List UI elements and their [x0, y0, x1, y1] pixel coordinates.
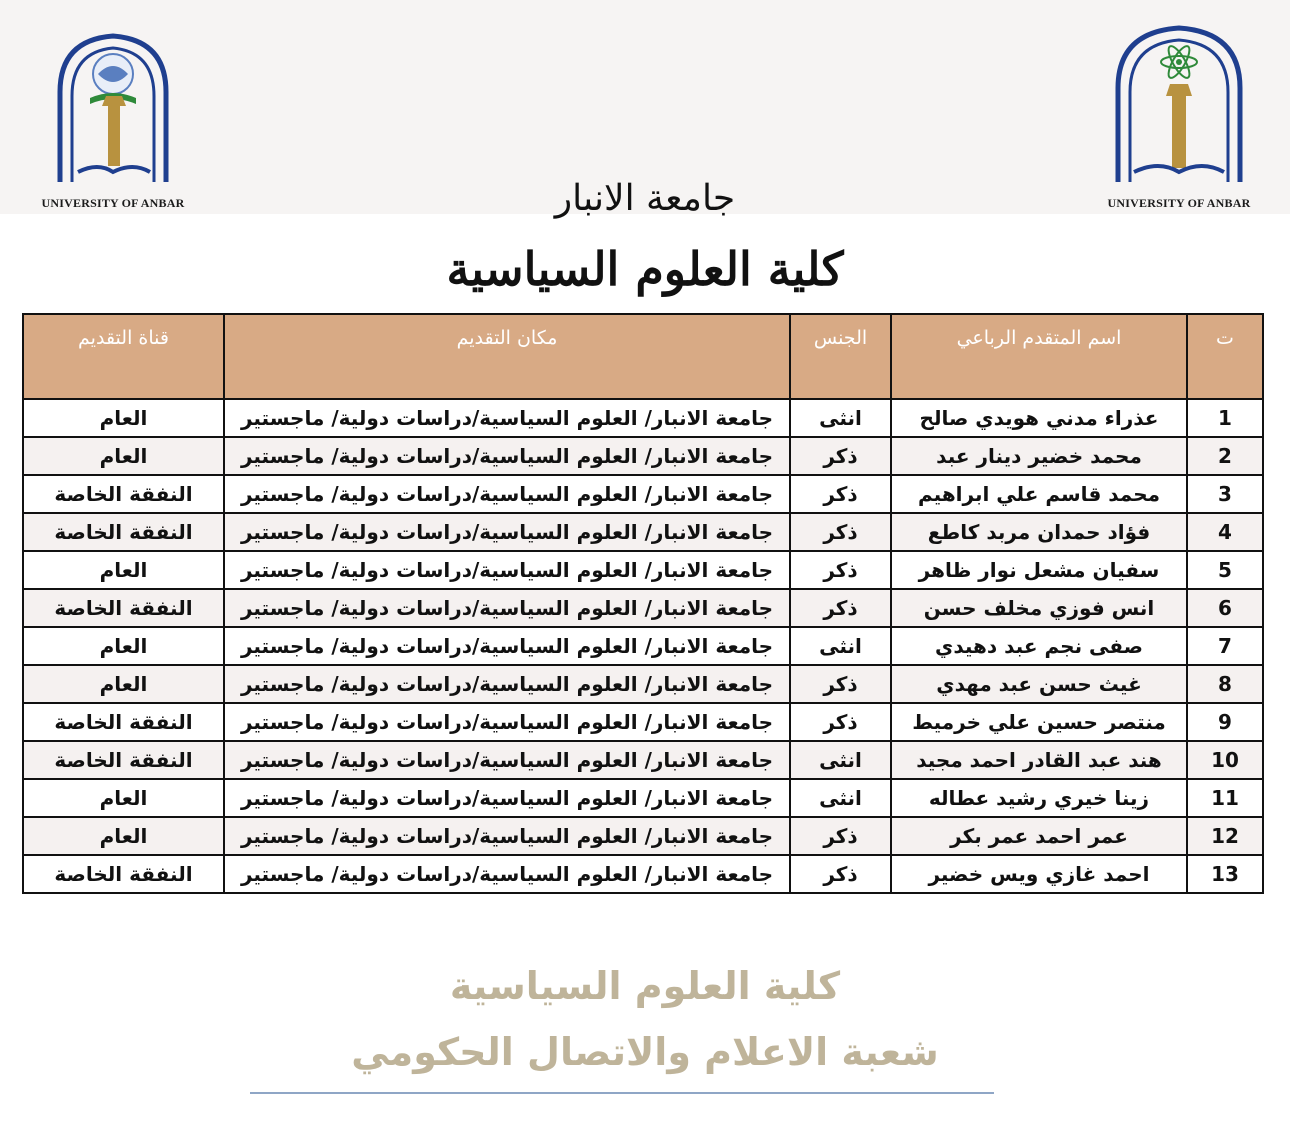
cell-channel: النفقة الخاصة	[23, 855, 224, 893]
cell-channel: العام	[23, 817, 224, 855]
cell-place: جامعة الانبار/ العلوم السياسية/دراسات دولية/ ماجستير	[224, 779, 790, 817]
cell-gender: انثى	[790, 741, 891, 779]
footer-division: شعبة الاعلام والاتصال الحكومي	[351, 1030, 939, 1074]
university-title: جامعة الانبار	[554, 178, 736, 219]
cell-gender: انثى	[790, 779, 891, 817]
table-row	[23, 589, 1263, 627]
cell-channel: النفقة الخاصة	[23, 741, 224, 779]
cell-channel: العام	[23, 665, 224, 703]
cell-num: 6	[1187, 589, 1263, 627]
cell-channel: العام	[23, 627, 224, 665]
table-row	[23, 475, 1263, 513]
cell-gender: ذكر	[790, 589, 891, 627]
cell-gender: ذكر	[790, 665, 891, 703]
cell-name: عمر احمد عمر بكر	[891, 817, 1187, 855]
cell-name: فؤاد حمدان مربد كاطع	[891, 513, 1187, 551]
cell-channel: النفقة الخاصة	[23, 703, 224, 741]
cell-name: محمد قاسم علي ابراهيم	[891, 475, 1187, 513]
cell-gender: ذكر	[790, 855, 891, 893]
cell-gender: ذكر	[790, 513, 891, 551]
cell-channel: النفقة الخاصة	[23, 513, 224, 551]
cell-gender: ذكر	[790, 475, 891, 513]
table-row	[23, 741, 1263, 779]
header-num: ت	[1187, 314, 1263, 399]
header-channel: قناة التقديم	[23, 314, 224, 399]
college-title: كلية العلوم السياسية	[446, 242, 844, 296]
table-header-row	[23, 314, 1263, 399]
cell-num: 7	[1187, 627, 1263, 665]
cell-name: هند عبد القادر احمد مجيد	[891, 741, 1187, 779]
cell-place: جامعة الانبار/ العلوم السياسية/دراسات دولية/ ماجستير	[224, 399, 790, 437]
cell-gender: ذكر	[790, 703, 891, 741]
table-row	[23, 627, 1263, 665]
cell-place: جامعة الانبار/ العلوم السياسية/دراسات دولية/ ماجستير	[224, 817, 790, 855]
cell-name: احمد غازي ويس خضير	[891, 855, 1187, 893]
cell-num: 1	[1187, 399, 1263, 437]
header-gender: الجنس	[790, 314, 891, 399]
cell-num: 10	[1187, 741, 1263, 779]
cell-name: عذراء مدني هويدي صالح	[891, 399, 1187, 437]
cell-num: 12	[1187, 817, 1263, 855]
cell-channel: النفقة الخاصة	[23, 589, 224, 627]
table-row	[23, 513, 1263, 551]
applicants-table	[22, 313, 1264, 894]
cell-num: 11	[1187, 779, 1263, 817]
cell-num: 5	[1187, 551, 1263, 589]
university-logo-icon	[1104, 22, 1254, 192]
cell-channel: العام	[23, 437, 224, 475]
cell-place: جامعة الانبار/ العلوم السياسية/دراسات دولية/ ماجستير	[224, 437, 790, 475]
cell-num: 4	[1187, 513, 1263, 551]
cell-place: جامعة الانبار/ العلوم السياسية/دراسات دولية/ ماجستير	[224, 513, 790, 551]
cell-num: 13	[1187, 855, 1263, 893]
cell-place: جامعة الانبار/ العلوم السياسية/دراسات دولية/ ماجستير	[224, 589, 790, 627]
table-row	[23, 817, 1263, 855]
cell-place: جامعة الانبار/ العلوم السياسية/دراسات دولية/ ماجستير	[224, 665, 790, 703]
cell-channel: العام	[23, 399, 224, 437]
cell-num: 2	[1187, 437, 1263, 475]
cell-name: زينا خيري رشيد عطاله	[891, 779, 1187, 817]
cell-place: جامعة الانبار/ العلوم السياسية/دراسات دولية/ ماجستير	[224, 627, 790, 665]
cell-name: منتصر حسين علي خرميط	[891, 703, 1187, 741]
table-row	[23, 665, 1263, 703]
cell-gender: ذكر	[790, 437, 891, 475]
cell-name: صفى نجم عبد دهيدي	[891, 627, 1187, 665]
table-row	[23, 551, 1263, 589]
cell-place: جامعة الانبار/ العلوم السياسية/دراسات دولية/ ماجستير	[224, 741, 790, 779]
table-row	[23, 399, 1263, 437]
cell-name: محمد خضير دينار عبد	[891, 437, 1187, 475]
footer-divider	[250, 1092, 994, 1094]
cell-num: 3	[1187, 475, 1263, 513]
cell-channel: العام	[23, 551, 224, 589]
cell-place: جامعة الانبار/ العلوم السياسية/دراسات دولية/ ماجستير	[224, 703, 790, 741]
cell-channel: العام	[23, 779, 224, 817]
footer-college: كلية العلوم السياسية	[449, 964, 841, 1008]
college-logo-icon	[38, 22, 188, 192]
table-row	[23, 703, 1263, 741]
table-row	[23, 779, 1263, 817]
cell-name: انس فوزي مخلف حسن	[891, 589, 1187, 627]
college-logo-caption: UNIVERSITY OF ANBAR	[41, 196, 185, 210]
cell-num: 8	[1187, 665, 1263, 703]
cell-place: جامعة الانبار/ العلوم السياسية/دراسات دولية/ ماجستير	[224, 855, 790, 893]
cell-gender: انثى	[790, 627, 891, 665]
cell-gender: ذكر	[790, 817, 891, 855]
cell-place: جامعة الانبار/ العلوم السياسية/دراسات دولية/ ماجستير	[224, 551, 790, 589]
table-row	[23, 855, 1263, 893]
table-row	[23, 437, 1263, 475]
university-logo-caption: UNIVERSITY OF ANBAR	[1107, 196, 1251, 210]
cell-num: 9	[1187, 703, 1263, 741]
header-name: اسم المتقدم الرباعي	[891, 314, 1187, 399]
cell-name: غيث حسن عبد مهدي	[891, 665, 1187, 703]
header-place: مكان التقديم	[224, 314, 790, 399]
cell-gender: انثى	[790, 399, 891, 437]
cell-place: جامعة الانبار/ العلوم السياسية/دراسات دولية/ ماجستير	[224, 475, 790, 513]
cell-channel: النفقة الخاصة	[23, 475, 224, 513]
cell-name: سفيان مشعل نوار ظاهر	[891, 551, 1187, 589]
cell-gender: ذكر	[790, 551, 891, 589]
